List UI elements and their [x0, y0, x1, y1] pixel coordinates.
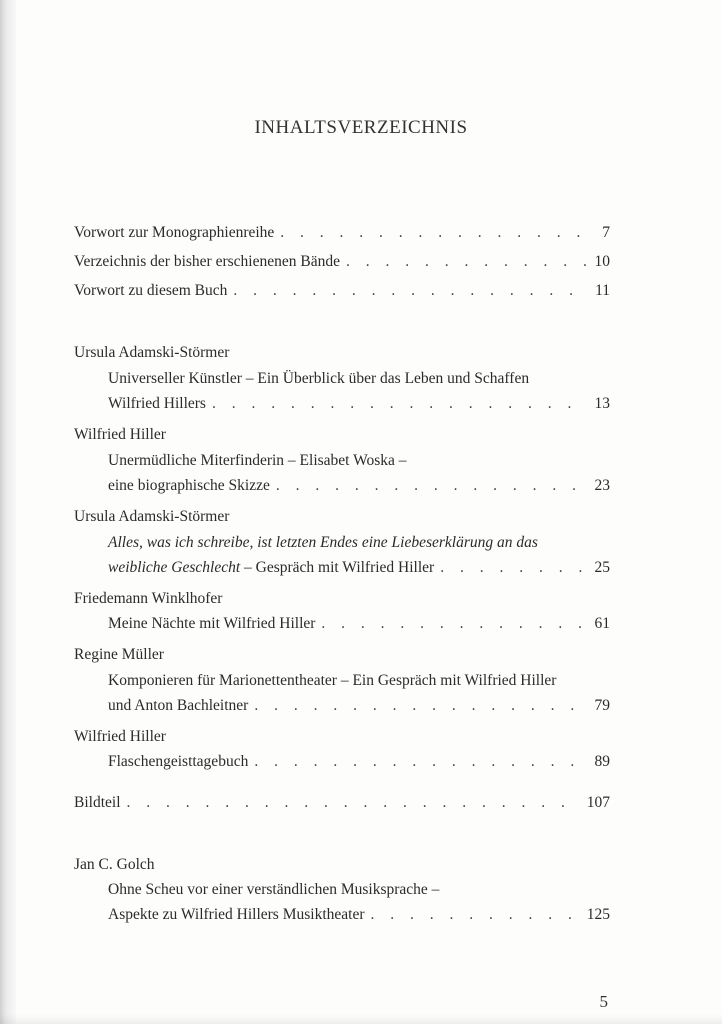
toc-page-number: 107 [586, 794, 610, 811]
toc-article-title: Komponieren für Marionettentheater – Ein Gespräch mit Wilfried Hiller [108, 672, 557, 689]
toc-article-title: Universeller Künstler – Ein Überblick über das Leben und Schaffen [108, 370, 530, 387]
toc-article-title: Wilfried Hillers [108, 395, 206, 412]
toc-entry [74, 223, 610, 243]
toc-article-title: Flaschengeisttagebuch [108, 753, 249, 770]
toc-author: Jan C. Golch [74, 856, 155, 873]
page-number: 5 [599, 992, 608, 1011]
toc-author: Wilfried Hiller [74, 426, 166, 443]
toc-page-number: 10 [594, 253, 610, 270]
toc-leader-dots [280, 223, 588, 243]
toc-entry [108, 752, 610, 772]
toc-author: Ursula Adamski-Störmer [74, 344, 230, 361]
toc-page-number: 7 [602, 224, 610, 241]
toc-entry [74, 793, 610, 813]
toc-page-number: 25 [594, 559, 610, 576]
toc-leader-dots [371, 905, 581, 925]
toc-entry-text: Verzeichnis der bisher erschienenen Bände [74, 253, 340, 270]
toc-article-title: Aspekte zu Wilfried Hillers Musiktheater [108, 906, 365, 923]
toc-leader-dots [346, 252, 588, 272]
toc-leader-dots [254, 752, 588, 772]
spine-shadow [0, 0, 16, 1024]
toc-article-title [108, 558, 434, 578]
toc-article-title: Meine Nächte mit Wilfried Hiller [108, 615, 316, 632]
toc-page-number: 79 [594, 697, 610, 714]
toc-page-number: 125 [586, 906, 610, 923]
toc-entry-text: Bildteil [74, 794, 121, 811]
toc-leader-dots [127, 793, 581, 813]
toc-leader-dots [212, 394, 588, 414]
toc-leader-dots [321, 614, 588, 634]
toc-page-number: 61 [594, 615, 610, 632]
toc-article-title: und Anton Bachleitner [108, 697, 249, 714]
toc-entry-text: Vorwort zur Monographienreihe [74, 224, 275, 241]
toc-article-title-italic: weibliche Geschlecht [108, 559, 241, 576]
toc-entry [108, 696, 610, 716]
toc-author: Ursula Adamski-Störmer [74, 508, 230, 525]
toc-leader-dots [233, 281, 588, 301]
toc-page-number: 13 [594, 395, 610, 412]
toc-article-title: Ohne Scheu vor einer verständlichen Musiksprache – [108, 881, 440, 898]
toc-entry [108, 614, 610, 634]
toc-leader-dots [276, 476, 588, 496]
toc-entry [108, 394, 610, 414]
toc-entry [108, 558, 610, 578]
page-title: INHALTSVERZEICHNIS [254, 117, 468, 138]
toc-author: Regine Müller [74, 646, 164, 663]
toc-entry [108, 476, 610, 496]
toc-page-number: 11 [595, 282, 610, 299]
toc-author: Friedemann Winklhofer [74, 590, 223, 607]
toc-article-title: eine biographische Skizze [108, 477, 270, 494]
toc-leader-dots [440, 558, 588, 578]
toc-article-title-italic: Alles, was ich schreibe, ist letzten Endes eine Liebeserklärung an das [108, 534, 538, 551]
toc-author: Wilfried Hiller [74, 728, 166, 745]
toc-entry [74, 281, 610, 301]
toc-page-number: 23 [594, 477, 610, 494]
toc-leader-dots [254, 696, 588, 716]
toc-entry [108, 905, 610, 925]
toc-entry-text: Vorwort zu diesem Buch [74, 282, 228, 299]
toc-entry [74, 252, 610, 272]
page-bottom-shadow [0, 1014, 722, 1024]
toc-article-title-rest: – Gespräch mit Wilfried Hiller [240, 559, 435, 576]
toc-article-title: Unermüdliche Miterfinderin – Elisabet Woska – [108, 452, 407, 469]
toc-page-number: 89 [594, 753, 610, 770]
